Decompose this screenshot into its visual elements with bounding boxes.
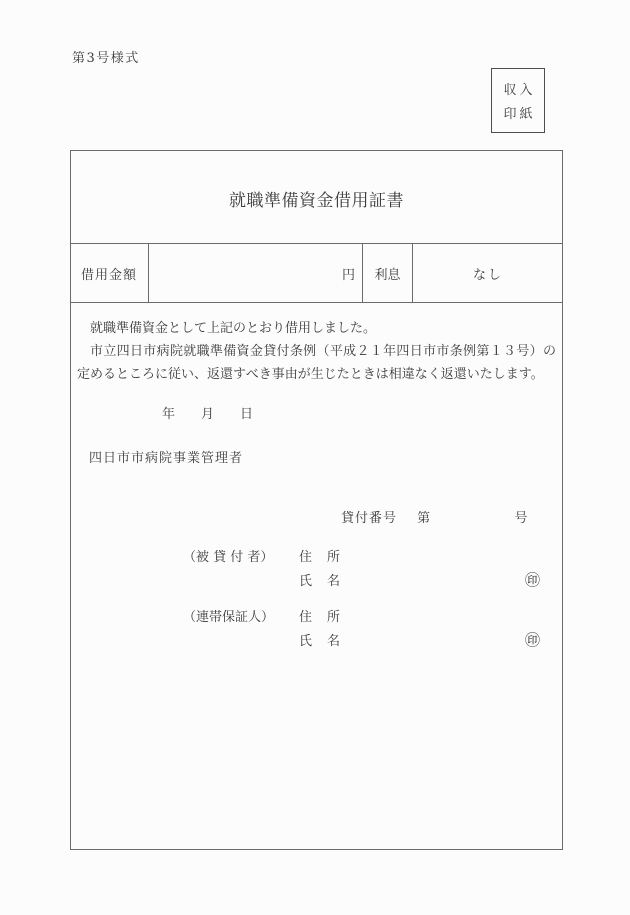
body-paragraph-1: 就職準備資金として上記のとおり借用しました。 [90, 321, 377, 336]
guarantor-label: （連帯保証人） [183, 610, 275, 625]
guarantor-name-row [183, 629, 540, 653]
manager-title: 四日市市病院事業管理者 [89, 451, 244, 466]
interest-value-cell: なし [472, 267, 503, 283]
guarantor-address-row [183, 607, 540, 629]
amount-value-cell [149, 244, 363, 302]
certificate-frame [70, 150, 563, 850]
interest-label-cell: 利息 [363, 244, 413, 302]
body-paragraph-2: 市立四日市病院就職準備資金貸付条例（平成２１年四日市市条例第１３号）の定めるところに従い、返還すべき事由が生じたときは相違なく返還いたします。 [77, 344, 556, 382]
form-number-label: 第3号様式 [72, 51, 140, 66]
borrower-address-row [183, 547, 540, 569]
borrower-name-label: 氏 名 [299, 574, 342, 589]
borrower-name-row [183, 569, 540, 593]
loan-number-prefix: 第 [417, 511, 431, 526]
guarantor-block [183, 607, 540, 653]
loan-number-line [341, 507, 527, 526]
borrower-seal-icon: ㊞ [524, 571, 540, 589]
loan-number-label: 貸付番号 [341, 511, 398, 526]
stamp-box-line2: 印紙 [503, 107, 536, 122]
amount-table [70, 243, 563, 303]
guarantor-name-label: 氏 名 [299, 634, 342, 649]
date-line: 年 月 日 [162, 407, 254, 422]
loan-number-suffix: 号 [514, 511, 528, 526]
amount-unit-label: 円 [341, 267, 355, 283]
amount-label-cell: 借用金額 [70, 244, 149, 302]
document-title: 就職準備資金借用証書 [229, 191, 404, 211]
body-text [77, 317, 556, 386]
revenue-stamp-box [491, 68, 545, 133]
stamp-box-line1: 収入 [503, 83, 536, 98]
guarantor-address-label: 住 所 [299, 610, 342, 625]
borrower-label: （被 貸 付 者） [183, 550, 274, 565]
borrower-block [183, 547, 540, 593]
guarantor-seal-icon: ㊞ [524, 631, 540, 649]
borrower-address-label: 住 所 [299, 550, 342, 565]
